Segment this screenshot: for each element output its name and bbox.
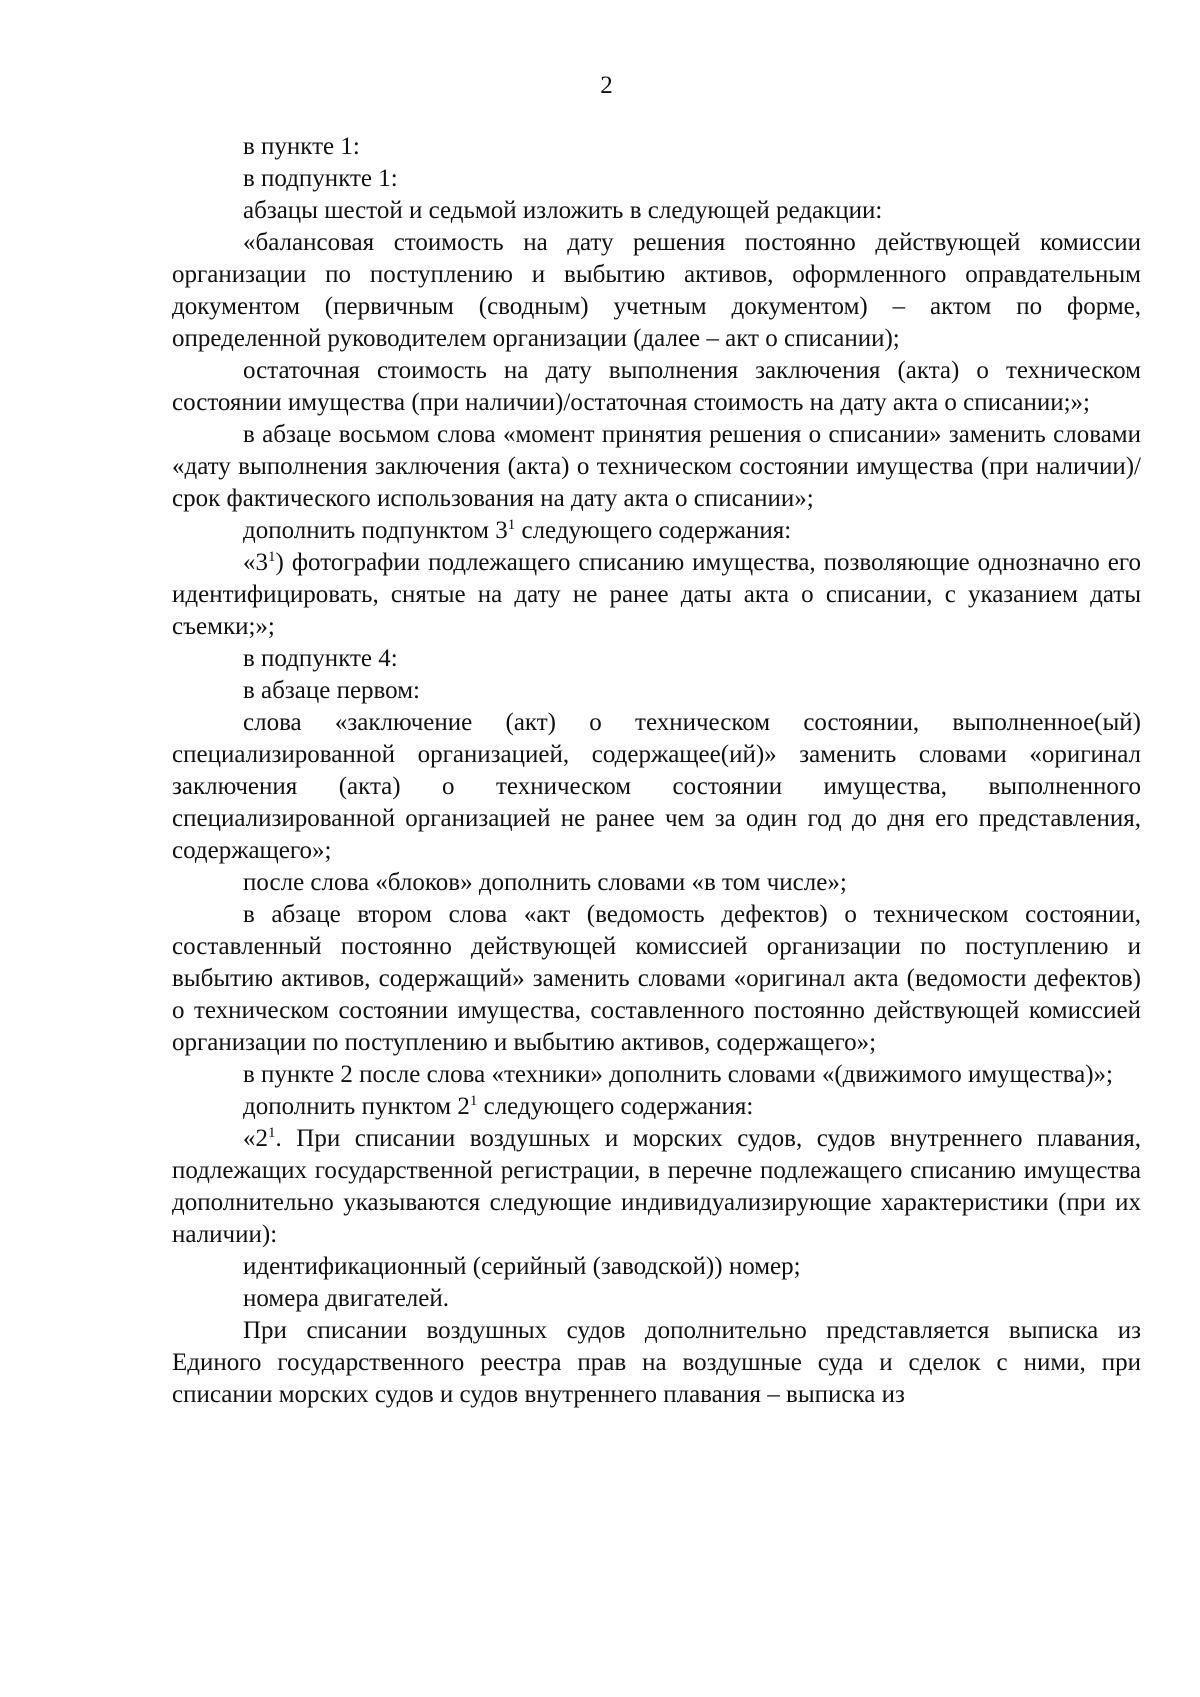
paragraph-text-continued: следующего содержания: [477,1093,754,1120]
paragraph [172,355,1141,419]
paragraph [172,1251,1141,1283]
paragraph-text: абзацы шестой и седьмой изложить в следующей редакции: [243,197,883,224]
paragraph [172,1315,1141,1411]
paragraph-text: «2 [243,1125,268,1152]
paragraph [172,131,1141,163]
paragraph-text: в подпункте 1: [243,165,398,192]
paragraph [172,1283,1141,1315]
paragraph-text-continued: следующего содержания: [515,517,792,544]
paragraph-text: При списании воздушных судов дополнительно представляется выписка из Единого государственного реестра прав на воздушные суда и сделок с ними, при списании морских судов и судов внутреннего плавания – выписка из [172,1317,1141,1408]
paragraph [172,163,1141,195]
paragraph [172,1091,1141,1123]
paragraph [172,547,1141,643]
paragraph-text: в пункте 1: [243,133,360,160]
paragraph-text: «3 [243,549,268,576]
paragraph [172,643,1141,675]
paragraph-text-continued: ) фотографии подлежащего списанию имущества, позволяющие однозначно его идентифицировать, снятые на дату не ранее даты акта о списании, с указанием даты съемки;»; [172,549,1141,640]
document-body [172,131,1141,1411]
paragraph-text: дополнить пунктом 2 [243,1093,470,1120]
paragraph-text: в абзаце первом: [243,677,420,704]
paragraph-text: дополнить подпунктом 3 [243,517,508,544]
page-number: 2 [600,72,613,99]
paragraph-text: «балансовая стоимость на дату решения постоянно действующей комиссии организации по поступлению и выбытию активов, оформленного оправдательным документом (первичным (сводным) учетным документом) – актом по форме, определенной руководителем организации (далее – акт о списании); [172,229,1141,352]
superscript-index: 1 [469,1093,478,1109]
paragraph [172,707,1141,867]
superscript-index: 1 [268,1125,276,1141]
paragraph [172,1059,1141,1091]
paragraph-text: после слова «блоков» дополнить словами «в том числе»; [243,869,847,896]
paragraph [172,227,1141,355]
paragraph-text: слова «заключение (акт) о техническом состоянии, выполненное(ый) специализированной организацией, содержащее(ий)» заменить словами «оригинал заключения (акта) о техническом состоянии имущества, выполненного специализированной организацией не ранее чем за один год до дня его представления, содержащего»; [172,709,1141,864]
paragraph-text: в пункте 2 после слова «техники» дополнить словами «(движимого имущества)»; [243,1061,1113,1088]
superscript-index: 1 [268,549,276,565]
paragraph [172,867,1141,899]
paragraph-text: остаточная стоимость на дату выполнения заключения (акта) о техническом состоянии имущества (при наличии)/остаточная стоимость на дату акта о списании;»; [172,357,1141,416]
paragraph [172,675,1141,707]
paragraph-text-continued: . При списании воздушных и морских судов, судов внутреннего плавания, подлежащих государственной регистрации, в перечне подлежащего списанию имущества дополнительно указываются следующие индивидуализирующие характеристики (при их наличии): [172,1125,1141,1248]
paragraph-text: идентификационный (серийный (заводской)) номер; [243,1253,801,1280]
paragraph [172,195,1141,227]
paragraph-text: в подпункте 4: [243,645,398,672]
paragraph-text: в абзаце втором слова «акт (ведомость дефектов) о техническом состоянии, составленный постоянно действующей комиссией организации по поступлению и выбытию активов, содержащий» заменить словами «оригинал акта (ведомости дефектов) о техническом состоянии имущества, составленного постоянно действующей комиссией организации по поступлению и выбытию активов, содержащего»; [172,901,1141,1056]
paragraph-text: номера двигателей. [243,1285,449,1312]
superscript-index: 1 [507,517,516,533]
paragraph [172,419,1141,515]
paragraph-text: в абзаце восьмом слова «момент принятия решения о списании» заменить словами «дату выполнения заключения (акта) о техническом состоянии имущества (при наличии)/срок фактического использования на дату акта о списании»; [172,421,1141,512]
paragraph [172,1123,1141,1251]
paragraph [172,515,1141,547]
paragraph [172,899,1141,1059]
